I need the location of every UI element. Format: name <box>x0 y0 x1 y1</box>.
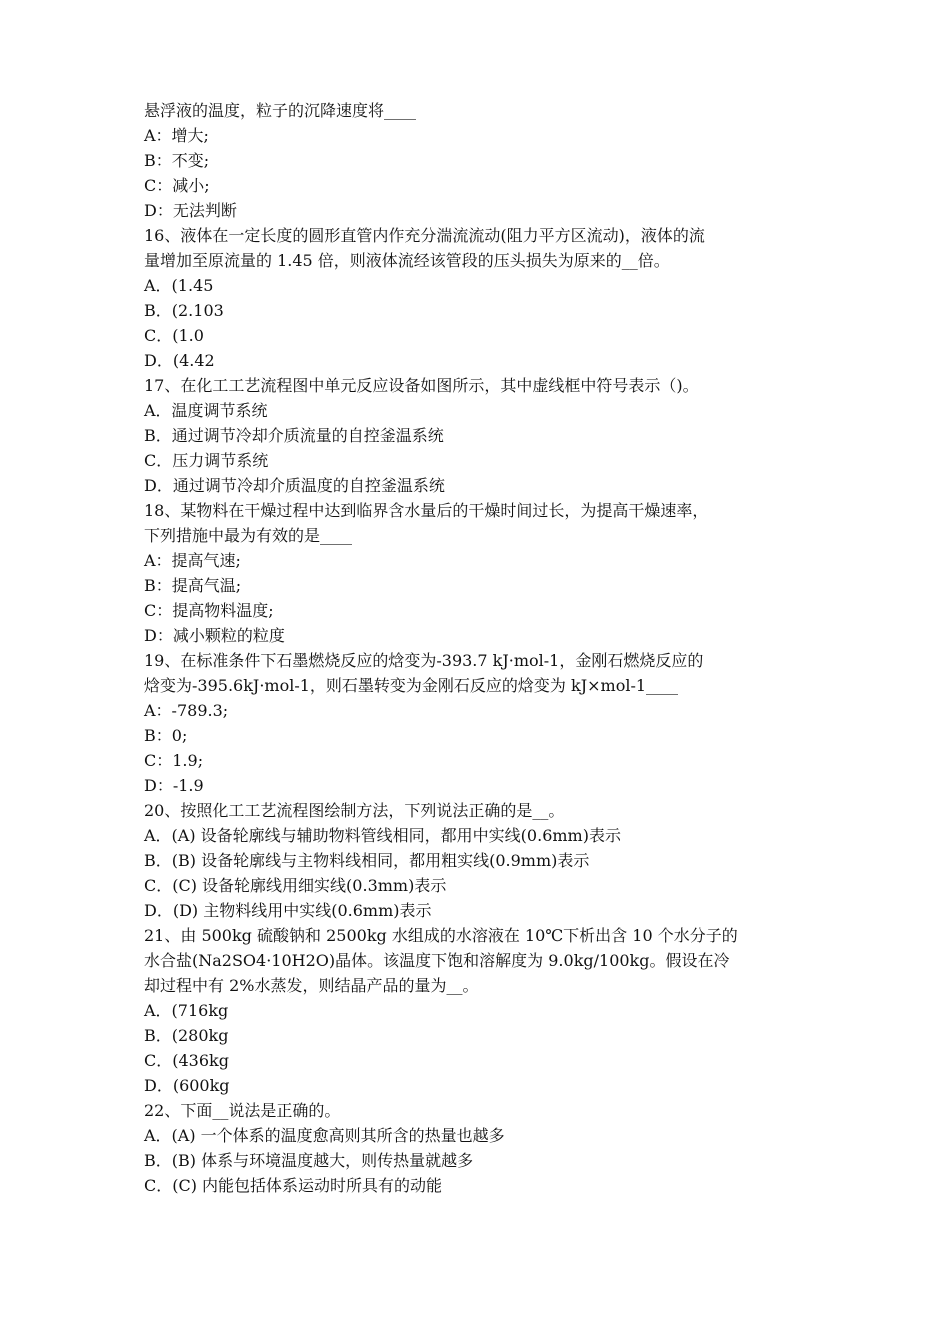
text-line: 水合盐(Na2SO4·10H2O)晶体。该温度下饱和溶解度为 9.0kg/100kg。假设在冷 <box>144 951 730 970</box>
text-line: 却过程中有 2%水蒸发，则结晶产品的量为__。 <box>144 976 479 995</box>
text-line: B．(B) 体系与环境温度越大，则传热量就越多 <box>144 1151 474 1170</box>
text-line: A：-789.3; <box>144 701 229 720</box>
text-line: A．(A) 设备轮廓线与辅助物料管线相同，都用中实线(0.6mm)表示 <box>144 826 621 845</box>
text-line: A．(A) 一个体系的温度愈高则其所含的热量也越多 <box>144 1126 505 1145</box>
text-line: 焓变为-395.6kJ·mol-1，则石墨转变为金刚石反应的焓变为 kJ×mol-1____ <box>144 676 679 695</box>
text-line: D：减小颗粒的粒度 <box>144 626 285 645</box>
text-line: B：不变; <box>144 151 210 170</box>
text-line: A：增大; <box>144 126 209 145</box>
text-line: D．(600kg <box>144 1076 230 1095</box>
text-line: D：无法判断 <box>144 201 237 220</box>
text-line: A：提高气速; <box>144 551 241 570</box>
text-line: 悬浮液的温度，粒子的沉降速度将____ <box>144 101 417 120</box>
text-line: 19、在标准条件下石墨燃烧反应的焓变为-393.7 kJ·mol-1，金刚石燃烧反应的 <box>144 651 704 670</box>
text-line: C：提高物料温度; <box>144 601 274 620</box>
text-line: B．(280kg <box>144 1026 229 1045</box>
text-line: C．压力调节系统 <box>144 451 269 470</box>
text-line: A．(1.45 <box>144 276 214 295</box>
text-line: B：0; <box>144 726 188 745</box>
text-line: 量增加至原流量的 1.45 倍，则液体流经该管段的压头损失为原来的__倍。 <box>144 251 670 270</box>
text-line: B：提高气温; <box>144 576 242 595</box>
text-line: C：1.9; <box>144 751 204 770</box>
text-line: D．通过调节冷却介质温度的自控釜温系统 <box>144 476 445 495</box>
text-line: B．(B) 设备轮廓线与主物料线相同，都用粗实线(0.9mm)表示 <box>144 851 590 870</box>
text-line: C．(436kg <box>144 1051 229 1070</box>
text-line: 下列措施中最为有效的是____ <box>144 526 353 545</box>
text-line: 22、下面__说法是正确的。 <box>144 1101 341 1120</box>
text-line: A．温度调节系统 <box>144 401 268 420</box>
text-line: B．(2.103 <box>144 301 224 320</box>
text-line: C．(C) 内能包括体系运动时所具有的动能 <box>144 1176 443 1195</box>
text-line: D．(4.42 <box>144 351 215 370</box>
text-line: B．通过调节冷却介质流量的自控釜温系统 <box>144 426 444 445</box>
text-line: 18、某物料在干燥过程中达到临界含水量后的干燥时间过长，为提高干燥速率， <box>144 501 709 520</box>
text-line: 16、液体在一定长度的圆形直管内作充分湍流流动(阻力平方区流动)，液体的流 <box>144 226 705 245</box>
text-line: 21、由 500kg 硫酸钠和 2500kg 水组成的水溶液在 10℃下析出含 10 个水分子的 <box>144 926 738 945</box>
document-page <box>144 98 810 1198</box>
text-line: C：减小; <box>144 176 210 195</box>
text-line: A．(716kg <box>144 1001 229 1020</box>
text-line: D：-1.9 <box>144 776 204 795</box>
text-line: C．(C) 设备轮廓线用细实线(0.3mm)表示 <box>144 876 447 895</box>
text-line: 20、按照化工工艺流程图绘制方法，下列说法正确的是__。 <box>144 801 565 820</box>
text-line: 17、在化工工艺流程图中单元反应设备如图所示，其中虚线框中符号表示（)。 <box>144 376 699 395</box>
text-line: D．(D) 主物料线用中实线(0.6mm)表示 <box>144 901 432 920</box>
text-line: C．(1.0 <box>144 326 204 345</box>
